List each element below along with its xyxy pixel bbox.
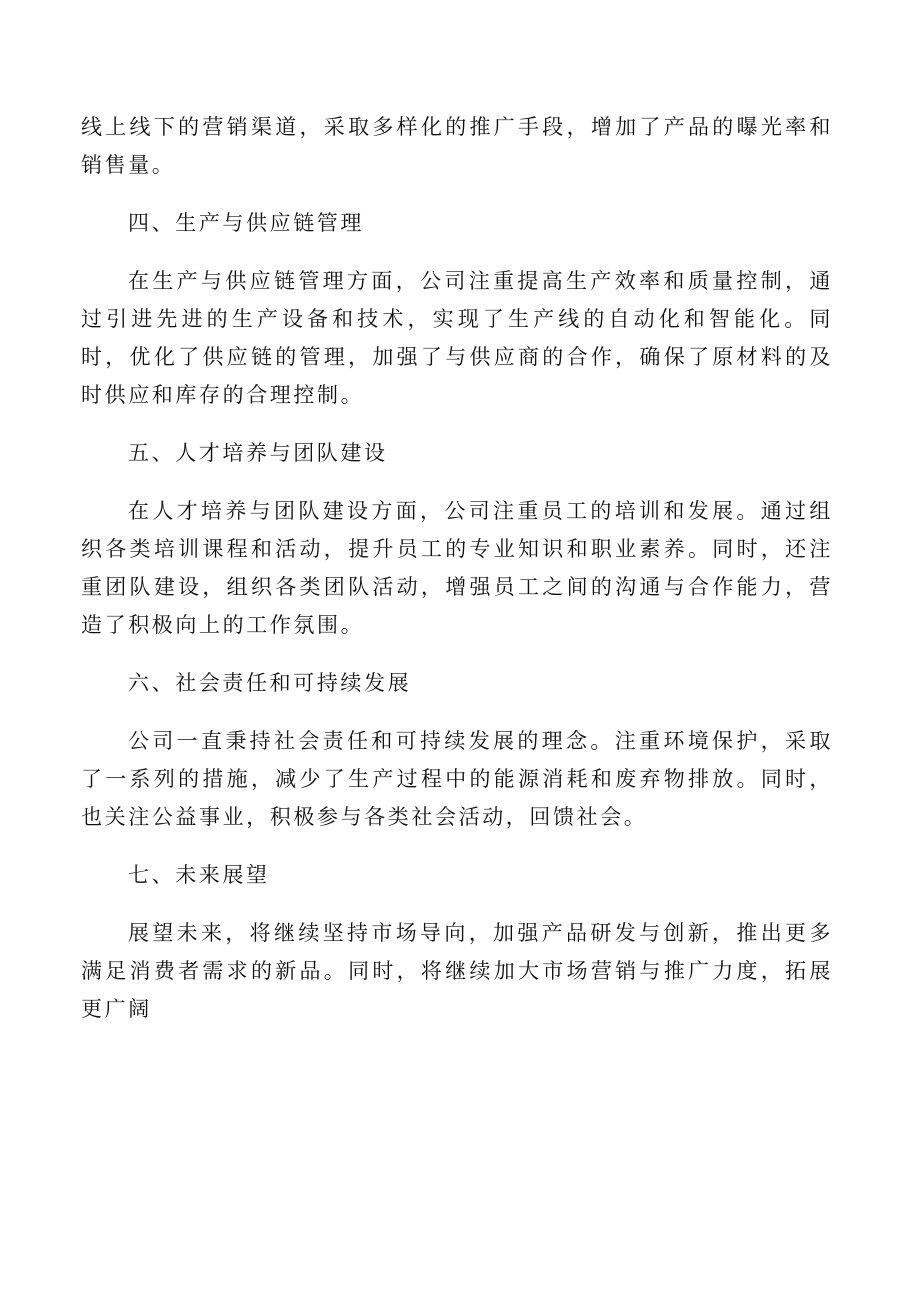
- section-heading-social-responsibility: 六、社会责任和可持续发展: [128, 671, 412, 695]
- paragraph-social-responsibility: 公司一直秉持社会责任和可持续发展的理念。注重环境保护，采取了一系列的措施，减少了生产过程中的能源消耗和废弃物排放。同时，也关注公益事业，积极参与各类社会活动，回馈社会。: [81, 729, 833, 829]
- document-body: [81, 108, 833, 1048]
- section-heading-production-supply-chain: 四、生产与供应链管理: [128, 211, 364, 235]
- paragraph-production-supply-chain: 在生产与供应链管理方面，公司注重提高生产效率和质量控制，通过引进先进的生产设备和技术，实现了生产线的自动化和智能化。同时，优化了供应链的管理，加强了与供应商的合作，确保了原材料的及时供应和库存的合理控制。: [81, 269, 833, 407]
- section-heading-future-outlook: 七、未来展望: [128, 863, 270, 887]
- section-heading-talent-team: 五、人才培养与团队建设: [128, 441, 388, 465]
- paragraph-talent-team: 在人才培养与团队建设方面，公司注重员工的培训和发展。通过组织各类培训课程和活动，提升员工的专业知识和职业素养。同时，还注重团队建设，组织各类团队活动，增强员工之间的沟通与合作能力，营造了积极向上的工作氛围。: [81, 499, 833, 637]
- paragraph-marketing-continuation: 线上线下的营销渠道，采取多样化的推广手段，增加了产品的曝光率和销售量。: [81, 115, 833, 177]
- paragraph-future-outlook: 展望未来，将继续坚持市场导向，加强产品研发与创新，推出更多满足消费者需求的新品。同时，将继续加大市场营销与推广力度，拓展更广阔: [81, 921, 833, 1021]
